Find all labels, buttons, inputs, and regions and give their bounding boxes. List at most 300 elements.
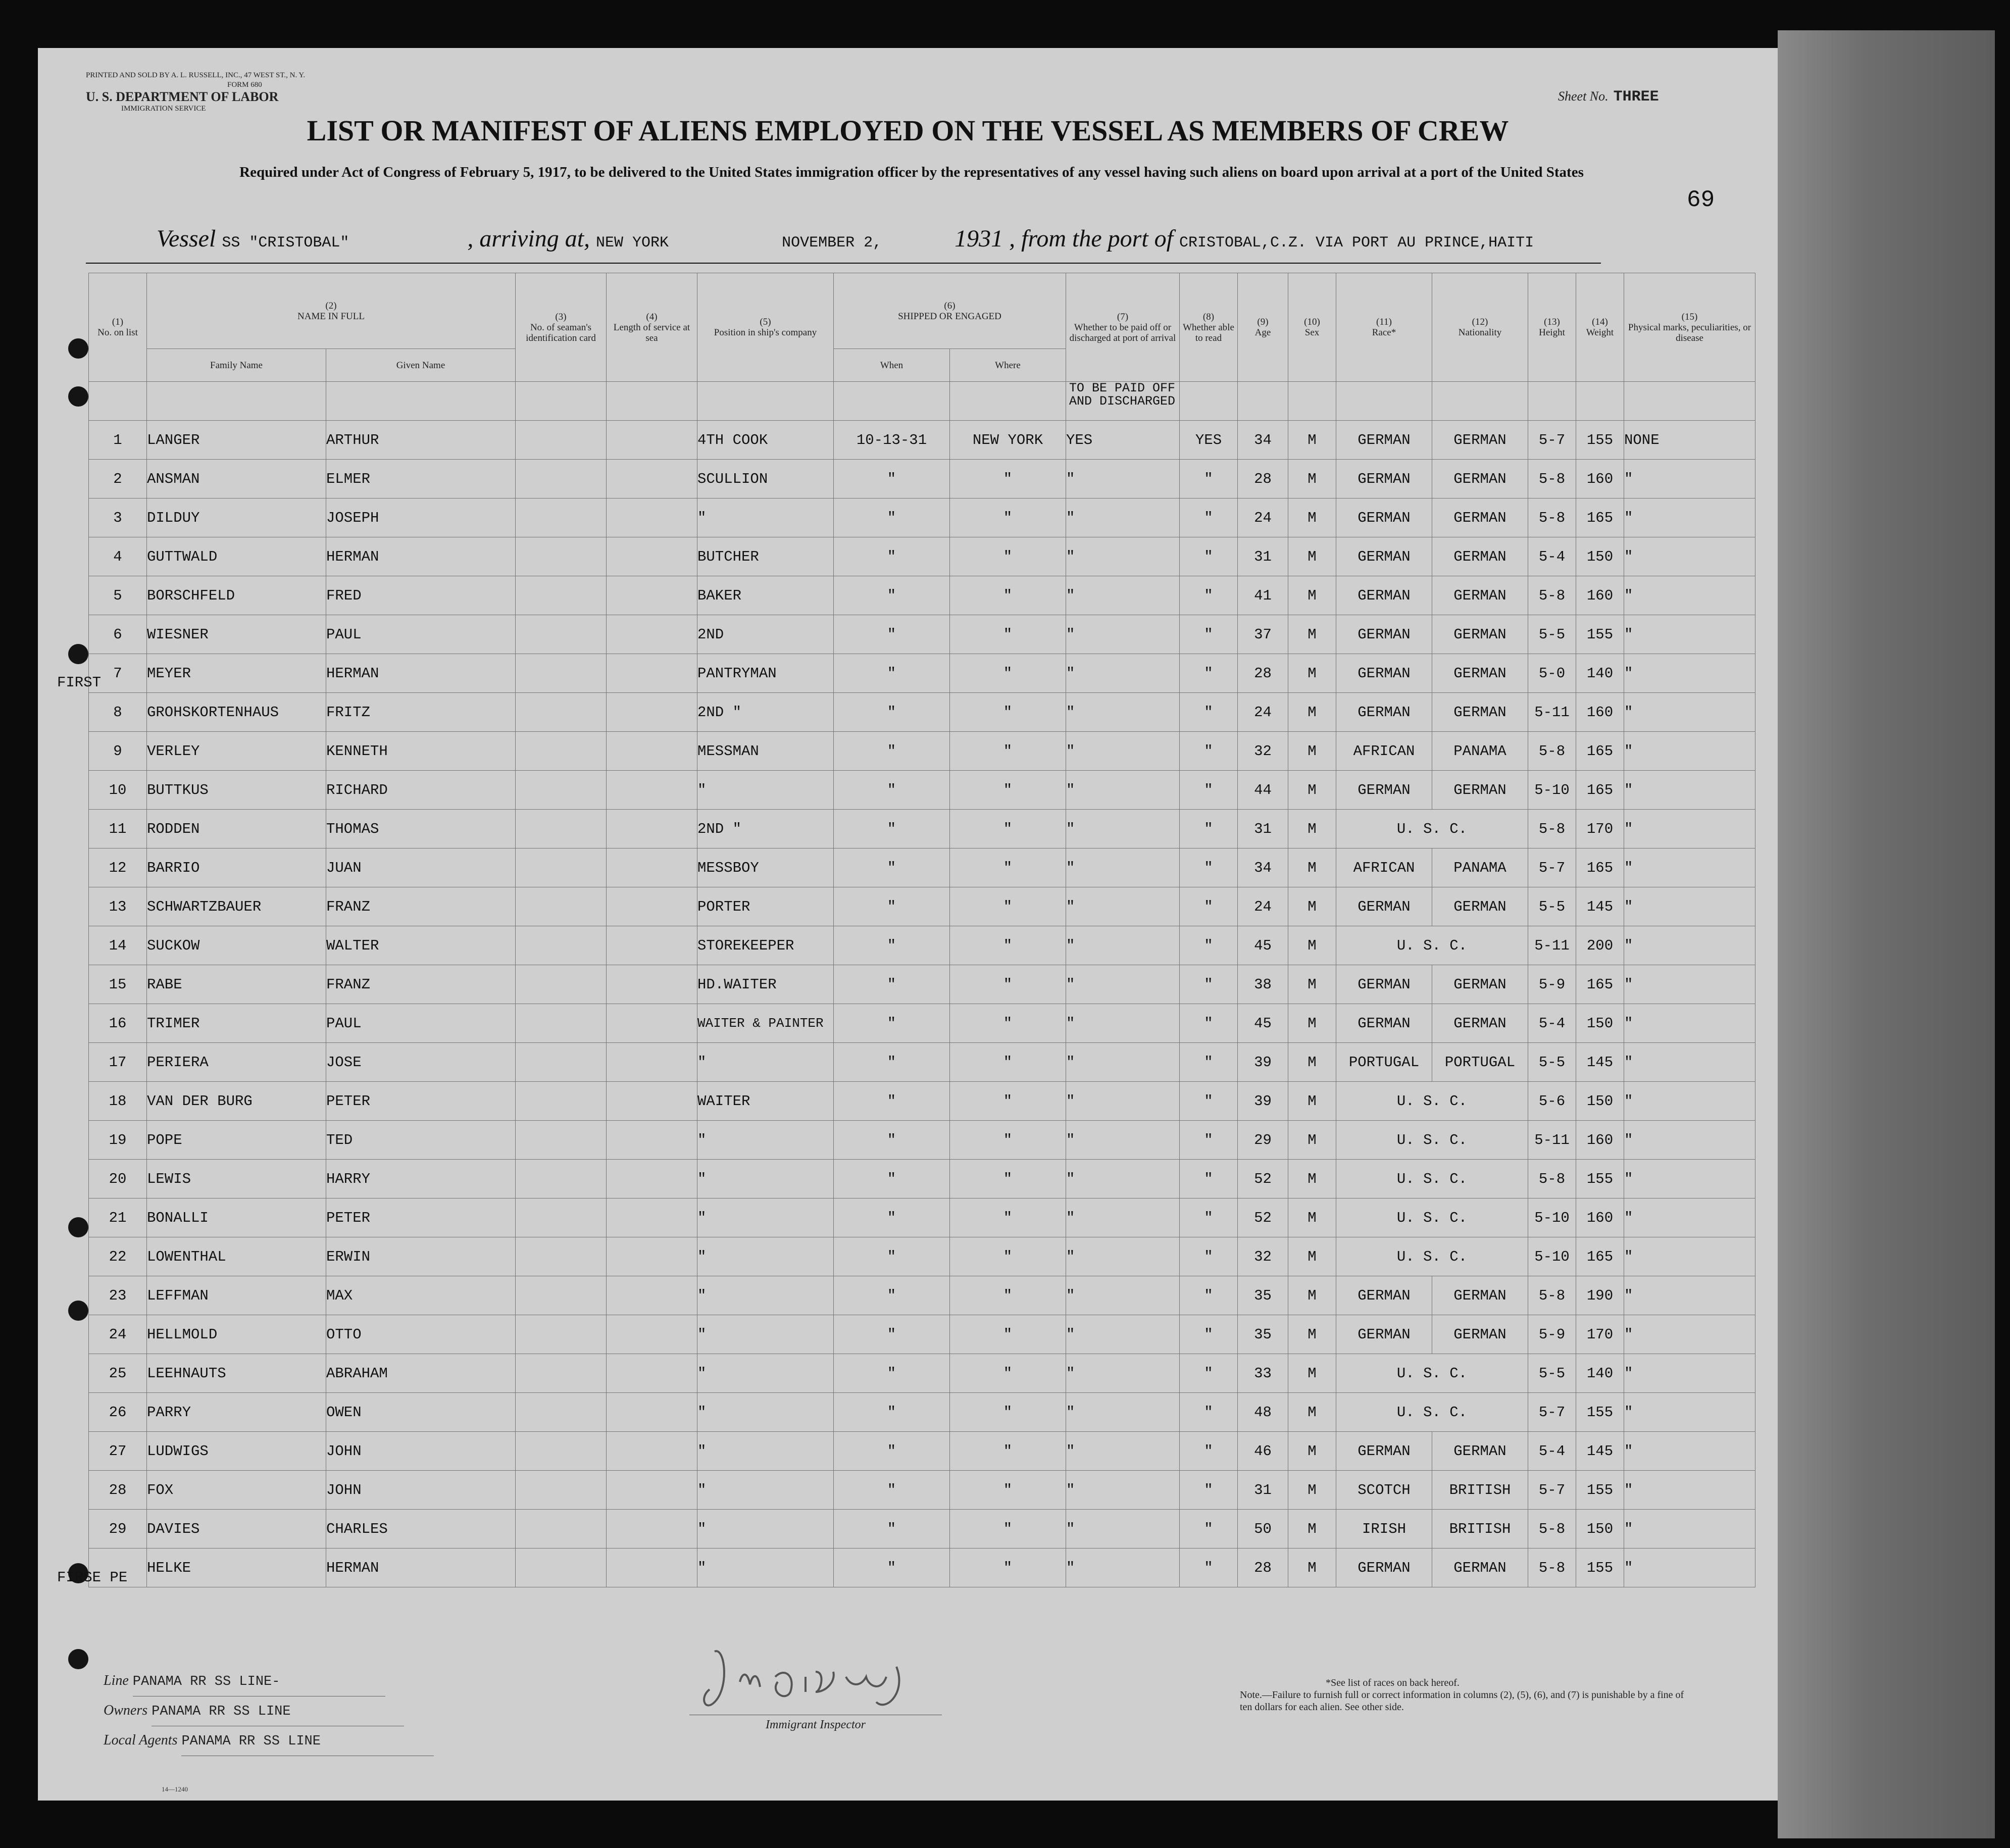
cell-sex: M <box>1288 1043 1336 1082</box>
cell-nationality: GERMAN <box>1432 576 1528 615</box>
table-row <box>89 810 1755 848</box>
cell-service-length <box>607 498 697 537</box>
cell-weight: 165 <box>1576 848 1624 887</box>
cell-race: GERMAN <box>1336 498 1432 537</box>
cell-position: " <box>697 1549 834 1587</box>
cell-position: " <box>697 1276 834 1315</box>
cell-sex: M <box>1288 926 1336 965</box>
cell-row-number: 24 <box>89 1315 147 1354</box>
cell-given-name: KENNETH <box>326 732 516 771</box>
cell-race: U. S. C. <box>1336 1393 1528 1432</box>
form-number-top: FORM 680 <box>227 81 262 89</box>
cell-position: SCULLION <box>697 460 834 498</box>
cell-sex: M <box>1288 1237 1336 1276</box>
cell-id-card <box>516 1510 607 1549</box>
cell-row-number: 27 <box>89 1432 147 1471</box>
cell-height: 5-9 <box>1528 1315 1576 1354</box>
cell-service-length <box>607 693 697 732</box>
cell-weight: 155 <box>1576 1393 1624 1432</box>
cell-physical-marks: " <box>1624 576 1755 615</box>
cell-shipped-when: " <box>834 576 950 615</box>
cell-age: 31 <box>1238 810 1288 848</box>
cell-row-number: 4 <box>89 537 147 576</box>
cell-weight: 150 <box>1576 1510 1624 1549</box>
cell-nationality: GERMAN <box>1432 498 1528 537</box>
binder-hole <box>68 1649 88 1669</box>
cell-paid-off: " <box>1066 965 1180 1004</box>
table-row <box>89 965 1755 1004</box>
cell-family-name: RODDEN <box>147 810 326 848</box>
cell-sex: M <box>1288 1198 1336 1237</box>
binder-hole <box>68 644 88 664</box>
cell-service-length <box>607 965 697 1004</box>
cell-given-name: THOMAS <box>326 810 516 848</box>
departure-port: CRISTOBAL,C.Z. VIA PORT AU PRINCE,HAITI <box>1179 234 1534 252</box>
cell-height: 5-7 <box>1528 1393 1576 1432</box>
table-row <box>89 615 1755 654</box>
cell-physical-marks: " <box>1624 693 1755 732</box>
cell-shipped-when: " <box>834 1393 950 1432</box>
cell-row-number: 21 <box>89 1198 147 1237</box>
cell-shipped-where: " <box>950 810 1066 848</box>
cell-service-length <box>607 615 697 654</box>
col-family-header: Family Name <box>147 349 326 382</box>
col-age-header: (9) Age <box>1238 273 1288 382</box>
cell-service-length <box>607 926 697 965</box>
cell-shipped-when: " <box>834 1198 950 1237</box>
vessel-name: SS "CRISTOBAL" <box>222 234 349 252</box>
cell-physical-marks: " <box>1624 1549 1755 1587</box>
table-row <box>89 732 1755 771</box>
cell-race: GERMAN <box>1336 1549 1432 1587</box>
cell-sex: M <box>1288 1082 1336 1121</box>
cell-shipped-when: " <box>834 926 950 965</box>
cell-nationality: GERMAN <box>1432 1276 1528 1315</box>
cell-age: 28 <box>1238 1549 1288 1587</box>
cell-family-name: DAVIES <box>147 1510 326 1549</box>
cell-paid-off: " <box>1066 1237 1180 1276</box>
cell-position: " <box>697 1393 834 1432</box>
cell-sex: M <box>1288 1354 1336 1393</box>
cell-id-card <box>516 498 607 537</box>
cell-race: GERMAN <box>1336 460 1432 498</box>
col-marks-header: (15) Physical marks, peculiarities, or disease <box>1624 273 1755 382</box>
cell-service-length <box>607 1004 697 1043</box>
cell-nationality: BRITISH <box>1432 1510 1528 1549</box>
cell-shipped-when: " <box>834 1082 950 1121</box>
cell-position: BUTCHER <box>697 537 834 576</box>
cell-weight: 170 <box>1576 810 1624 848</box>
cell-shipped-when: " <box>834 615 950 654</box>
cell-sex: M <box>1288 965 1336 1004</box>
cell-service-length <box>607 1315 697 1354</box>
cell-id-card <box>516 1082 607 1121</box>
col7-note-row <box>89 382 1755 421</box>
cell-height: 5-8 <box>1528 732 1576 771</box>
cell-age: 24 <box>1238 887 1288 926</box>
cell-shipped-when: " <box>834 1471 950 1510</box>
cell-shipped-when: " <box>834 1432 950 1471</box>
cell-family-name: LANGER <box>147 421 326 460</box>
cell-physical-marks: " <box>1624 732 1755 771</box>
cell-age: 48 <box>1238 1393 1288 1432</box>
cell-race: U. S. C. <box>1336 1121 1528 1160</box>
cell-physical-marks: " <box>1624 1121 1755 1160</box>
cell-position: " <box>697 1198 834 1237</box>
cell-given-name: ABRAHAM <box>326 1354 516 1393</box>
cell-service-length <box>607 771 697 810</box>
cell-height: 5-10 <box>1528 1198 1576 1237</box>
cell-shipped-when: " <box>834 1510 950 1549</box>
cell-shipped-where: " <box>950 1510 1066 1549</box>
cell-given-name: PETER <box>326 1198 516 1237</box>
owners-value: PANAMA RR SS LINE <box>152 1697 404 1726</box>
cell-position: MESSMAN <box>697 732 834 771</box>
cell-row-number: 19 <box>89 1121 147 1160</box>
cell-shipped-where: " <box>950 576 1066 615</box>
form-number-bottom: 14—1240 <box>162 1785 188 1793</box>
cell-height: 5-5 <box>1528 615 1576 654</box>
cell-able-to-read: " <box>1180 1432 1238 1471</box>
cell-id-card <box>516 1432 607 1471</box>
cell-nationality: GERMAN <box>1432 1432 1528 1471</box>
cell-nationality: GERMAN <box>1432 615 1528 654</box>
cell-age: 39 <box>1238 1043 1288 1082</box>
table-row <box>89 1393 1755 1432</box>
cell-weight: 160 <box>1576 693 1624 732</box>
cell-id-card <box>516 887 607 926</box>
cell-service-length <box>607 1510 697 1549</box>
cell-id-card <box>516 693 607 732</box>
cell-id-card <box>516 926 607 965</box>
cell-physical-marks: " <box>1624 1510 1755 1549</box>
page-title: LIST OR MANIFEST OF ALIENS EMPLOYED ON THE VESSEL AS MEMBERS OF CREW <box>307 114 1509 147</box>
cell-race: GERMAN <box>1336 771 1432 810</box>
cell-paid-off: " <box>1066 1510 1180 1549</box>
cell-shipped-when: 10-13-31 <box>834 421 950 460</box>
cell-shipped-where: " <box>950 1237 1066 1276</box>
table-row <box>89 1510 1755 1549</box>
cell-able-to-read: " <box>1180 1354 1238 1393</box>
cell-given-name: FRITZ <box>326 693 516 732</box>
cell-able-to-read: " <box>1180 965 1238 1004</box>
cell-paid-off: " <box>1066 1043 1180 1082</box>
cell-shipped-when: " <box>834 654 950 693</box>
cell-id-card <box>516 1121 607 1160</box>
cell-service-length <box>607 1393 697 1432</box>
cell-paid-off: " <box>1066 926 1180 965</box>
cell-height: 5-6 <box>1528 1082 1576 1121</box>
cell-family-name: ANSMAN <box>147 460 326 498</box>
cell-sex: M <box>1288 1004 1336 1043</box>
cell-physical-marks: " <box>1624 1276 1755 1315</box>
cell-race: GERMAN <box>1336 1276 1432 1315</box>
table-row <box>89 771 1755 810</box>
cell-family-name: HELLMOLD <box>147 1315 326 1354</box>
cell-shipped-when: " <box>834 1160 950 1198</box>
cell-able-to-read: " <box>1180 1276 1238 1315</box>
cell-sex: M <box>1288 1315 1336 1354</box>
cell-position: " <box>697 1432 834 1471</box>
cell-physical-marks: NONE <box>1624 421 1755 460</box>
cell-given-name: OTTO <box>326 1315 516 1354</box>
cell-shipped-where: " <box>950 732 1066 771</box>
footer-note <box>1240 1677 1694 1713</box>
cell-race: IRISH <box>1336 1510 1432 1549</box>
vessel-label: Vessel <box>157 225 216 252</box>
cell-paid-off: " <box>1066 1471 1180 1510</box>
cell-paid-off: " <box>1066 1549 1180 1587</box>
cell-physical-marks: " <box>1624 498 1755 537</box>
cell-age: 32 <box>1238 1237 1288 1276</box>
cell-row-number: 2 <box>89 460 147 498</box>
table-row <box>89 693 1755 732</box>
cell-id-card <box>516 810 607 848</box>
service-name: IMMIGRATION SERVICE <box>121 105 206 113</box>
cell-physical-marks: " <box>1624 1198 1755 1237</box>
cell-height: 5-8 <box>1528 498 1576 537</box>
cell-shipped-where: " <box>950 1198 1066 1237</box>
cell-sex: M <box>1288 1432 1336 1471</box>
cell-able-to-read: " <box>1180 926 1238 965</box>
cell-row-number: 23 <box>89 1276 147 1315</box>
cell-weight: 140 <box>1576 1354 1624 1393</box>
cell-physical-marks: " <box>1624 810 1755 848</box>
cell-sex: M <box>1288 1471 1336 1510</box>
sheet-label: Sheet No. <box>1558 89 1609 104</box>
cell-id-card <box>516 1315 607 1354</box>
table-row <box>89 1354 1755 1393</box>
cell-able-to-read: " <box>1180 848 1238 887</box>
table-row <box>89 1121 1755 1160</box>
cell-physical-marks: " <box>1624 1004 1755 1043</box>
cell-service-length <box>607 460 697 498</box>
cell-physical-marks: " <box>1624 1160 1755 1198</box>
cell-shipped-when: " <box>834 965 950 1004</box>
cell-weight: 150 <box>1576 1004 1624 1043</box>
cell-family-name: MEYER <box>147 654 326 693</box>
cell-family-name: VERLEY <box>147 732 326 771</box>
col-no-header: (1) No. on list <box>89 273 147 382</box>
cell-row-number: 20 <box>89 1160 147 1198</box>
table-row <box>89 1432 1755 1471</box>
cell-family-name: GROHSKORTENHAUS <box>147 693 326 732</box>
cell-height: 5-8 <box>1528 1276 1576 1315</box>
cell-family-name: BUTTKUS <box>147 771 326 810</box>
cell-able-to-read: " <box>1180 654 1238 693</box>
cell-given-name: HERMAN <box>326 1549 516 1587</box>
col-sex-header: (10) Sex <box>1288 273 1336 382</box>
cell-shipped-where: " <box>950 1471 1066 1510</box>
cell-race: GERMAN <box>1336 1315 1432 1354</box>
cell-id-card <box>516 576 607 615</box>
cell-weight: 145 <box>1576 1432 1624 1471</box>
cell-service-length <box>607 1354 697 1393</box>
cell-weight: 155 <box>1576 1160 1624 1198</box>
cell-id-card <box>516 1160 607 1198</box>
cell-height: 5-4 <box>1528 537 1576 576</box>
binder-hole <box>68 1301 88 1321</box>
cell-nationality: GERMAN <box>1432 965 1528 1004</box>
line-value: PANAMA RR SS LINE- <box>133 1668 385 1696</box>
cell-able-to-read: " <box>1180 576 1238 615</box>
cell-paid-off: " <box>1066 1393 1180 1432</box>
cell-physical-marks: " <box>1624 887 1755 926</box>
table-row <box>89 1198 1755 1237</box>
cell-shipped-where: NEW YORK <box>950 421 1066 460</box>
department-name: U. S. DEPARTMENT OF LABOR <box>86 89 279 104</box>
cell-physical-marks: " <box>1624 1432 1755 1471</box>
printer-line: PRINTED AND SOLD BY A. L. RUSSELL, INC., 47 WEST ST., N. Y. <box>86 71 306 79</box>
cell-able-to-read: " <box>1180 1043 1238 1082</box>
cell-id-card <box>516 460 607 498</box>
cell-service-length <box>607 1198 697 1237</box>
cell-shipped-when: " <box>834 1549 950 1587</box>
cell-physical-marks: " <box>1624 965 1755 1004</box>
cell-position: " <box>697 1160 834 1198</box>
cell-position: PANTRYMAN <box>697 654 834 693</box>
cell-weight: 160 <box>1576 1198 1624 1237</box>
cell-able-to-read: " <box>1180 1237 1238 1276</box>
col-given-header: Given Name <box>326 349 516 382</box>
cell-age: 52 <box>1238 1198 1288 1237</box>
col-shipped-header: (6) SHIPPED OR ENGAGED <box>834 273 1066 349</box>
cell-id-card <box>516 965 607 1004</box>
cell-race: AFRICAN <box>1336 848 1432 887</box>
cell-physical-marks: " <box>1624 1237 1755 1276</box>
cell-weight: 190 <box>1576 1276 1624 1315</box>
cell-height: 5-5 <box>1528 1354 1576 1393</box>
cell-race: GERMAN <box>1336 654 1432 693</box>
cell-position: " <box>697 771 834 810</box>
cell-given-name: HERMAN <box>326 654 516 693</box>
header-rule <box>86 263 1601 264</box>
cell-physical-marks: " <box>1624 615 1755 654</box>
cell-position: WAITER <box>697 1082 834 1121</box>
cell-shipped-when: " <box>834 1043 950 1082</box>
cell-row-number: 15 <box>89 965 147 1004</box>
table-row <box>89 421 1755 460</box>
cell-given-name: JOSE <box>326 1043 516 1082</box>
cell-nationality: GERMAN <box>1432 421 1528 460</box>
cell-nationality: GERMAN <box>1432 693 1528 732</box>
cell-able-to-read: " <box>1180 887 1238 926</box>
cell-paid-off: " <box>1066 1121 1180 1160</box>
cell-height: 5-8 <box>1528 1510 1576 1549</box>
cell-nationality: PANAMA <box>1432 732 1528 771</box>
cell-service-length <box>607 654 697 693</box>
cell-height: 5-11 <box>1528 926 1576 965</box>
cell-paid-off: " <box>1066 771 1180 810</box>
cell-id-card <box>516 537 607 576</box>
cell-age: 33 <box>1238 1354 1288 1393</box>
cell-position: " <box>697 1237 834 1276</box>
cell-position: 4TH COOK <box>697 421 834 460</box>
margin-note-first: FIRST <box>57 674 102 691</box>
cell-given-name: PAUL <box>326 1004 516 1043</box>
cell-family-name: PERIERA <box>147 1043 326 1082</box>
cell-paid-off: " <box>1066 1198 1180 1237</box>
cell-height: 5-5 <box>1528 1043 1576 1082</box>
cell-shipped-when: " <box>834 1237 950 1276</box>
cell-family-name: BARRIO <box>147 848 326 887</box>
cell-shipped-when: " <box>834 1004 950 1043</box>
cell-given-name: OWEN <box>326 1393 516 1432</box>
arrival-port: NEW YORK <box>596 234 669 252</box>
cell-position: " <box>697 498 834 537</box>
cell-position: HD.WAITER <box>697 965 834 1004</box>
cell-row-number: 29 <box>89 1510 147 1549</box>
cell-id-card <box>516 771 607 810</box>
cell-age: 39 <box>1238 1082 1288 1121</box>
cell-nationality: GERMAN <box>1432 537 1528 576</box>
cell-given-name: TED <box>326 1121 516 1160</box>
cell-shipped-where: " <box>950 1393 1066 1432</box>
cell-height: 5-8 <box>1528 576 1576 615</box>
cell-able-to-read: " <box>1180 1160 1238 1198</box>
cell-given-name: ERWIN <box>326 1237 516 1276</box>
cell-id-card <box>516 1198 607 1237</box>
col-nationality-header: (12) Nationality <box>1432 273 1528 382</box>
cell-shipped-where: " <box>950 771 1066 810</box>
cell-family-name: LUDWIGS <box>147 1432 326 1471</box>
cell-height: 5-8 <box>1528 810 1576 848</box>
table-row <box>89 654 1755 693</box>
cell-shipped-where: " <box>950 615 1066 654</box>
cell-given-name: FRED <box>326 576 516 615</box>
cell-age: 44 <box>1238 771 1288 810</box>
cell-height: 5-11 <box>1528 1121 1576 1160</box>
cell-weight: 165 <box>1576 965 1624 1004</box>
cell-service-length <box>607 1471 697 1510</box>
cell-weight: 155 <box>1576 421 1624 460</box>
cell-paid-off: " <box>1066 810 1180 848</box>
cell-sex: M <box>1288 693 1336 732</box>
cell-race: U. S. C. <box>1336 1082 1528 1121</box>
cell-age: 41 <box>1238 576 1288 615</box>
cell-given-name: HARRY <box>326 1160 516 1198</box>
cell-shipped-where: " <box>950 498 1066 537</box>
cell-given-name: JOSEPH <box>326 498 516 537</box>
cell-shipped-when: " <box>834 1121 950 1160</box>
cell-shipped-when: " <box>834 810 950 848</box>
cell-family-name: BONALLI <box>147 1198 326 1237</box>
manifest-page <box>38 48 1778 1801</box>
cell-family-name: HELKE <box>147 1549 326 1587</box>
arriving-label: , arriving at, <box>467 225 590 252</box>
cell-given-name: JOHN <box>326 1432 516 1471</box>
cell-position: BAKER <box>697 576 834 615</box>
cell-sex: M <box>1288 1276 1336 1315</box>
crew-table <box>88 273 1755 1587</box>
cell-physical-marks: " <box>1624 771 1755 810</box>
cell-paid-off: " <box>1066 1432 1180 1471</box>
page-number: 69 <box>1687 187 1715 213</box>
cell-weight: 165 <box>1576 732 1624 771</box>
cell-weight: 150 <box>1576 537 1624 576</box>
cell-shipped-where: " <box>950 887 1066 926</box>
cell-physical-marks: " <box>1624 1354 1755 1393</box>
cell-age: 31 <box>1238 1471 1288 1510</box>
cell-id-card <box>516 1276 607 1315</box>
cell-shipped-where: " <box>950 1354 1066 1393</box>
line-field: Line PANAMA RR SS LINE- <box>104 1667 434 1696</box>
cell-sex: M <box>1288 1510 1336 1549</box>
cell-able-to-read: " <box>1180 1004 1238 1043</box>
cell-nationality: GERMAN <box>1432 887 1528 926</box>
table-row <box>89 1315 1755 1354</box>
cell-family-name: VAN DER BURG <box>147 1082 326 1121</box>
